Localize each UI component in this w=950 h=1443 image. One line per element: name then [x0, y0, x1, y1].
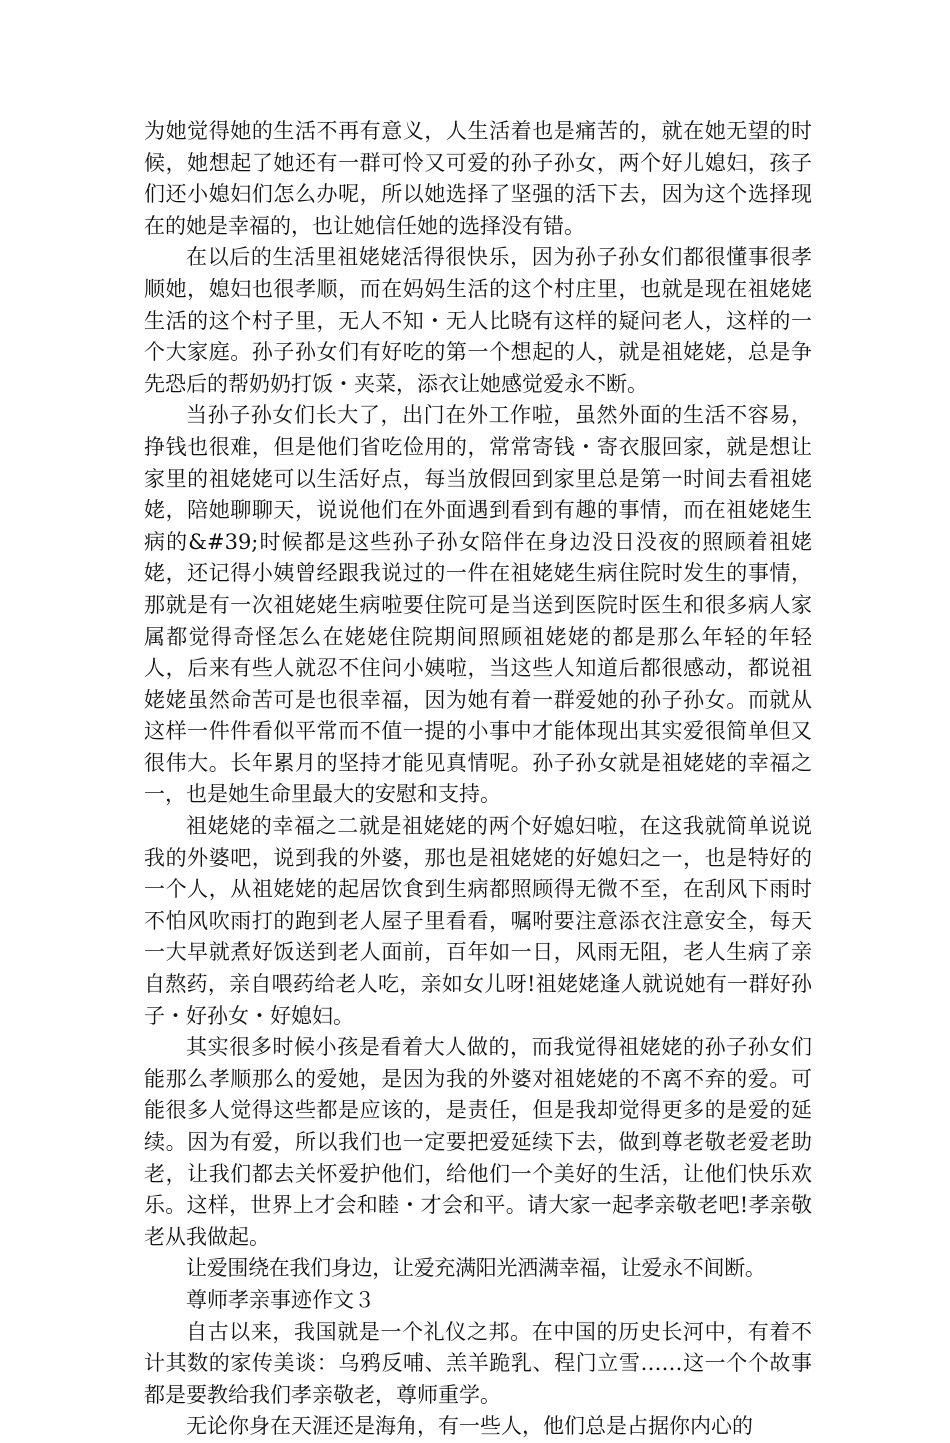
paragraph-continuation: 为她觉得她的生活不再有意义，人生活着也是痛苦的，就在她无望的时候，她想起了她还有一群可怜又可爱的孙子孙女，两个好儿媳妇，孩子们还小媳妇们怎么办呢，所以她选择了坚强的活下去，因为这个选择现在的她是幸福的，也让她信任她的选择没有错。	[144, 119, 812, 238]
section-heading: 尊师孝亲事迹作文３	[186, 1287, 375, 1312]
paragraph-grown-grandchildren: 当孙子孙女们长大了，出门在外工作啦，虽然外面的生活不容易，挣钱也很难，但是他们省吃俭用的，常常寄钱・寄衣服回家，就是想让家里的祖姥姥可以生活好点，每当放假回到家里总是第一时间去看祖姥姥，陪她聊聊天，说说他们在外面遇到看到有趣的事情，而在祖姥姥生病的&#39;时候都是这些孙子孙女陪伴在身边没日没夜的照顾着祖姥姥，还记得小姨曾经跟我说过的一件在祖姥姥生病住院时发生的事情，那就是有一次祖姥姥生病啦要住院可是当送到医院时医生和很多病人家属都觉得奇怪怎么在姥姥住院期间照顾祖姥姥的都是那么年轻的年轻人，后来有些人就忍不住问小姨啦，当这些人知道后都很感动，都说祖姥姥虽然命苦可是也很幸福，因为她有着一群爱她的孙子孙女。而就从这样一件件看似平常而不值一提的小事中才能体现出其实爱很简单但又很伟大。长年累月的坚持才能见真情呢。孙子孙女就是祖姥姥的幸福之一，也是她生命里最大的安慰和支持。	[144, 403, 812, 807]
paragraph-good-daughters-in-law: 祖姥姥的幸福之二就是祖姥姥的两个好媳妇啦，在这我就简单说说我的外婆吧，说到我的外婆，那也是祖姥姥的好媳妇之一，也是特好的一个人，从祖姥姥的起居饮食到生病都照顾得无微不至，在刮风下雨时不怕风吹雨打的跑到老人屋子里看看，嘱咐要注意添衣注意安全，每天一大早就煮好饭送到老人面前，百年如一日，风雨无阻，老人生病了亲自熬药，亲自喂药给老人吃，亲如女儿呀!祖姥姥逢人就说她有一群好孙子・好孙女・好媳妇。	[144, 814, 812, 1028]
paragraph-grandchildren-care: 在以后的生活里祖姥姥活得很快乐，因为孙子孙女们都很懂事很孝顺她，媳妇也很孝顺，而在妈妈生活的这个村庄里，也就是现在祖姥姥生活的这个村子里，无人不知・无人比晓有这样的疑问老人，这样的一个大家庭。孙子孙女们有好吃的第一个想起的人，就是祖姥姥，总是争先恐后的帮奶奶打饭・夹菜，添衣让她感觉爱永不断。	[144, 245, 812, 396]
document-page	[144, 116, 812, 1443]
paragraph-continuation-of-love: 其实很多时候小孩是看着大人做的，而我觉得祖姥姥的孙子孙女们能那么孝顺那么的爱她，是因为我的外婆对祖姥姥的不离不弃的爱。可能很多人觉得这些都是应该的，是责任，但是我却觉得更多的是爱的延续。因为有爱，所以我们也一定要把爱延续下去，做到尊老敬老爱老助老，让我们都去关怀爱护他们，给他们一个美好的生活，让他们快乐欢乐。这样，世界上才会和睦・才会和平。请大家一起孝亲敬老吧!孝亲敬老从我做起。	[144, 1035, 812, 1249]
paragraph-wherever-you-are: 无论你身在天涯还是海角，有一些人，他们总是占据你内心的	[186, 1414, 753, 1439]
paragraph-closing-line: 让爱围绕在我们身边，让爱充满阳光洒满幸福，让爱永不间断。	[186, 1256, 766, 1281]
paragraph-land-of-etiquette: 自古以来，我国就是一个礼仪之邦。在中国的历史长河中，有着不计其数的家传美谈：乌鸦反哺、羔羊跪乳、程门立雪……这一个个故事都是要教给我们孝亲敬老，尊师重学。	[144, 1319, 812, 1407]
